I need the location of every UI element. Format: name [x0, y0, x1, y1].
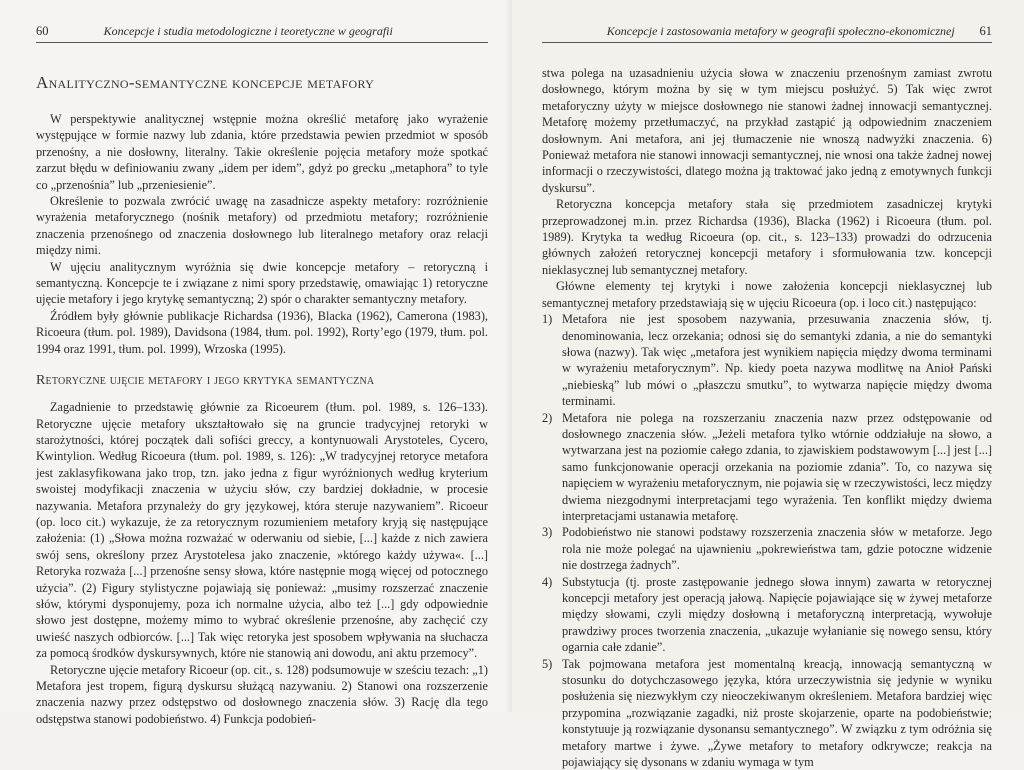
list-item-text: Tak pojmowana metafora jest momentalną kreacją, innowacją semantyczną w stosunku do dotychczasowego języka, która urzeczywistnia się jedynie w wyniku posłużenia się niezwykłym czy nieoczekiwanym określeniem. Metafora bardziej więc przypomina „rozwiązanie zagadki, niż proste skojarzenie, oparte na podobieństwie; konstytuuje ją rozwiązanie dysonansu semantycznego”. W związku z tym odróżnia się metafory martwe i żywe. „Żywe metafory to metafory odkrywcze; reakcja na pojawiający się dysonans w zdaniu wymaga w tym: [562, 656, 992, 770]
paragraph: Określenie to pozwala zwrócić uwagę na zasadnicze aspekty metafory: rozróżnienie wyrażenia metaforycznego (nośnik metafory) od przedmiotu metafory; rozróżnienie znaczenia przenośnego od znaczenia dosłownego lub literalnego metafory oraz relacji między nimi.: [36, 194, 488, 258]
left-page-header: [36, 24, 488, 43]
list-item-number: 3): [542, 525, 553, 540]
subsection-title: Retoryczne ujęcie metafory i jego krytyka semantyczna: [36, 373, 375, 389]
section-title: Analityczno-semantyczne koncepcje metafory: [36, 73, 375, 92]
right-page-number: 61: [979, 24, 992, 38]
paragraph: W ujęciu analitycznym wyróżnia się dwie koncepcje metafory – retoryczną i semantyczną. Koncepcje te i związane z nimi spory przedstawię, omawiając 1) retoryczne ujęcie metafory i jego krytykę semantyczną; 2) spór o charakter semantyczny metafory.: [36, 259, 488, 307]
left-running-title: Koncepcje i studia metodologiczne i teoretyczne w geografii: [103, 24, 393, 38]
list-item: [542, 311, 992, 409]
paragraph: stwa polega na uzasadnieniu użycia słowa w znaczeniu przenośnym zamiast zwrotu dosłownego, którym można by się w tym miejscu posłużyć. 5) Tak więc zwrot metaforyczny użyty w miejsce dosłownego nie stanowi żadnej innowacji semantycznej. Metaforę możemy przetłumaczyć, na przykład zastąpić ją odpowiednim znaczeniem dosłownym. Ani metafora, ani jej tłumaczenie nie wnoszą nadwyżki znaczenia. 6) Ponieważ metafora nie stanowi innowacji semantycznej, nie wnosi ona także żadnej nowej informacji o rzeczywistości, dlatego można ją traktować jako jedną z emotywnych funkcji dyskursu”.: [542, 66, 992, 195]
list-item-text: Metafora nie jest sposobem nazywania, przesuwania znaczenia słów, tj. denominowania, lecz orzekania; odnosi się do semantyki zdania, a nie do semantyki słowa (nazwy). Tak więc „metafora jest wynikiem napięcia między dwoma terminami w wyrażeniu metaforycznym”. Np. kiedy poeta nazywa modlitwę na Anioł Pański „niebieską” lub mówi o „płaszczu smutku”, to wytwarza napięcie między dwoma terminami.: [562, 312, 992, 409]
paragraph: Główne elementy tej krytyki i nowe założenia koncepcji nieklasycznej lub semantycznej metafory przedstawiają się w ujęciu Ricoeura (op. i loco cit.) następująco:: [542, 279, 992, 310]
paragraph: Retoryczna koncepcja metafory stała się przedmiotem zasadniczej krytyki przeprowadzonej m.in. przez Richardsa (1936), Blacka (1962) i Ricoeura (tłum. pol. 1989). Krytyka ta według Ricoeura (op. cit., s. 123–133) prowadzi do odrzucenia głównych założeń retorycznej koncepcji metafory i sformułowania tzw. koncepcji nieklasycznej lub semantycznej metafory.: [542, 197, 992, 277]
list-item: [542, 524, 992, 573]
list-item: [542, 574, 992, 656]
left-page: [0, 0, 512, 726]
paragraph: W perspektywie analitycznej wstępnie można określić metaforę jako wyrażenie występujące w formie nazwy lub zdania, które przedstawia pewien przedmiot w sposób przenośny, a nie dosłowny, literalny. Takie określenie pojęcia metafory może spotkać zarzut błędu w definiowaniu zwany „idem per idem”, gdyż po grecku „metaphora” to tyle co „przenośnia” lub „przeniesienie”.: [36, 112, 488, 192]
list-item-text: Metafora nie polega na rozszerzaniu znaczenia nazw przez odstępowanie od dosłownego znaczenia słów. „Jeżeli metafora tylko wtórnie oddziałuje na słowo, a wytwarzana jest na poziomie całego zdania, to zjawiskiem podstawowym [...] jest [...] samo funkcjonowanie operacji orzekania na poziomie zdania”. To, co nazywa się napięciem w wyrażeniu metaforycznym, nie pojawia się w rzeczywistości, lecz między dwiema niezgodnymi interpretacjami tego wyrażenia. Ten konflikt między dwiema interpretacjami ustanawia metaforę.: [562, 410, 992, 523]
list-item: [542, 656, 992, 770]
list-item-text: Substytucja (tj. proste zastępowanie jednego słowa innym) zawarta w retorycznej koncepcji metafory jest operacją jałową. Napięcie pojawiające się w żywej metaforze między słowami, czyli między dosłowną i metaforyczną interpretacją, wywołuje prawdziwy proces tworzenia znaczenia, „ukazuje wyłanianie się nowego sensu, który ogarnia całe zdanie”.: [562, 574, 992, 655]
right-running-title: Koncepcje i zastosowania metafory w geografii społeczno-ekonomicznej: [606, 24, 955, 38]
list-item-number: 1): [542, 312, 553, 327]
left-page-number: 60: [36, 24, 49, 38]
list-item-text: Podobieństwo nie stanowi podstawy rozszerzenia znaczenia słów w metaforze. Jego rola nie może polegać na ujawnieniu „pokrewieństwa tam, gdzie potoczne widzenie nie dostrzega żadnych”.: [562, 525, 992, 573]
right-page-header: [542, 24, 992, 43]
right-page: [512, 0, 1024, 770]
numbered-list: [542, 311, 992, 770]
paragraph: Zagadnienie to przedstawię głównie za Ricoeurem (tłum. pol. 1989, s. 126–133). Retoryczne ujęcie metafory ukształtowało się na gruncie tradycyjnej retoryki w starożytności, której początek dali sofiści greccy, a kontynuowali Arystoteles, Cycero, Kwintylion. Według Ricoeura (tłum. pol. 1989, s. 126): „W tradycyjnej retoryce metafora jest zaklasyfikowana jako trop, tzn. jako jedna z figur wyróżnionych według kryterium swoistej modyfikacji znaczenia w użyciu słów, czy bardziej dokładnie, w procesie nazywania. Metafora przynależy do gry językowej, która steruje nazywaniem”. Ricoeur (op. loco cit.) wykazuje, że za retorycznym rozumieniem metafory kryją się następujące założenia: (1) „Słowa można rozważać w oderwaniu od siebie, [...] każde z nich zawiera swój sens, określony przez Arystotelesa jako znaczenie, »którego każdy używa«. [...] Retoryka rozważa [...] przenośne sensy słowa, które następnie mogą więcej od potocznego użycia”. (2) Figury stylistyczne pojawiają się ponieważ: „musimy rozszerzać znaczenie słów, którymi dysponujemy, poza ich normalne użycia, albo też [...] gdy odpowiednie słowo jest dostępne, możemy mimo to wybrać określenie przenośne, aby zachęcić czy uwieść naszych odbiorców. [...] Tak więc retoryka jest sposobem wpływania na słuchacza za pomocą środków dyskursywnych, które nie stanowią ani dowodu, ani aktu przemocy”.: [36, 400, 488, 661]
paragraph: Retoryczne ujęcie metafory Ricoeur (op. cit., s. 128) podsumowuje w sześciu tezach: „1) Metafora jest tropem, figurą dyskursu służącą nazywaniu. 2) Stanowi ona rozszerzenie znaczenia nazwy przez odstępstwo od dosłownego znaczenia słów. 3) Rację dla tego odstępstwa stanowi podobieństwo. 4) Funkcja podobień-: [36, 662, 488, 726]
list-item-number: 4): [542, 574, 553, 589]
paragraph: Źródłem były głównie publikacje Richardsa (1936), Blacka (1962), Camerona (1983), Ricoeura (tłum. pol. 1989), Davidsona (1984, tłum. pol. 1992), Rorty’ego (1979, tłum. pol. 1994 oraz 1991, tłum. pol. 1999), Wrzoska (1995).: [36, 308, 488, 356]
list-item: [542, 410, 992, 525]
list-item-number: 2): [542, 410, 553, 425]
list-item-number: 5): [542, 656, 553, 671]
